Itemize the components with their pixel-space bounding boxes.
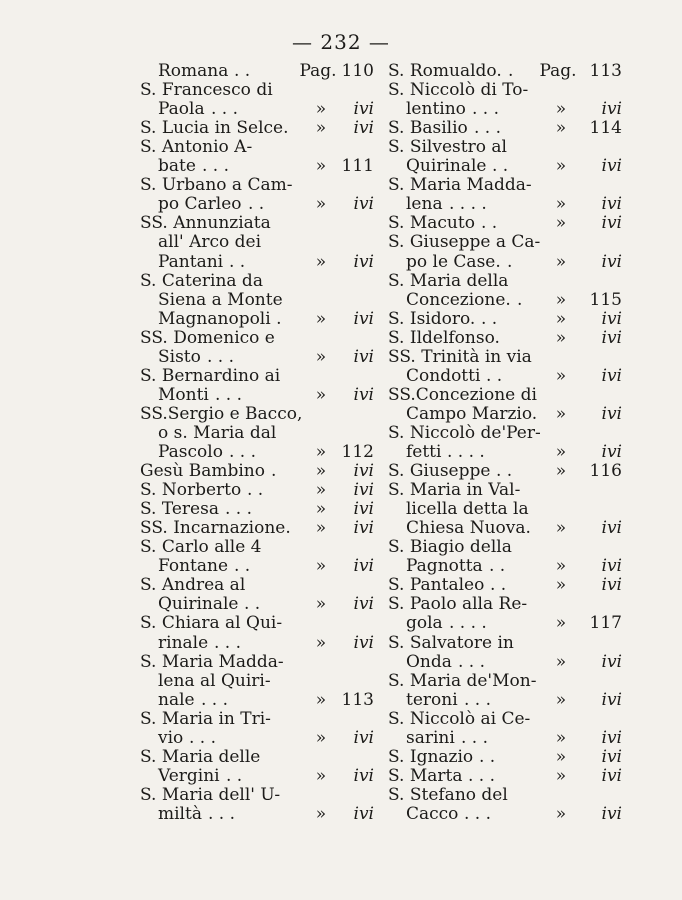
church-name: S. Ignazio [388,746,474,767]
church-name: S. Romualdo. [388,61,502,81]
page-reference: 117 [589,613,622,634]
page-reference: ivi [601,575,622,596]
leader-dots: . . . [464,803,492,824]
leader-dots: . . . [214,632,242,653]
index-row [388,233,628,252]
index-row [140,310,380,329]
page-reference: ivi [353,99,374,120]
ditto-mark: » [555,461,567,482]
church-name: S. Niccolò de'Per- [388,422,541,443]
index-row [140,634,380,653]
church-name: S. Biagio della [388,537,512,558]
church-name: Pascolo [158,442,223,462]
index-row [388,310,628,329]
ditto-mark: » [555,308,567,329]
ditto-mark: » [315,499,327,520]
page-reference: ivi [601,327,622,348]
church-name: S. Niccolò ai Ce- [388,708,531,729]
church-name: S. Chiara al Qui- [140,613,283,634]
leader-dots: . . [247,480,264,501]
index-row [140,100,380,119]
leader-dots: . . . [225,499,253,520]
index-row [388,729,628,748]
church-name: S. Ildelfonso. [388,327,500,348]
church-name: S. Silvestro al [388,137,507,158]
page-reference: ivi [601,727,622,748]
index-row [140,138,380,157]
ditto-mark: » [315,384,327,405]
index-row [388,614,628,633]
church-name: SS. Incarnazione. [140,518,291,539]
index-row [140,157,380,176]
index-row [388,786,628,805]
index-row [388,367,628,386]
page-reference: ivi [601,99,622,120]
index-row [388,424,628,443]
index-row [388,462,628,481]
page-number-header: — 232 — [292,30,390,54]
page-reference: ivi [353,118,374,139]
leader-dots: . . [481,213,498,234]
church-name: rinale [158,632,209,653]
index-row [140,443,380,462]
page-reference: ivi [353,556,374,577]
church-name: Chiesa Nuova. [406,518,531,539]
index-row [140,481,380,500]
leader-dots: . . [479,746,496,767]
church-name: S. Maria Madda- [140,651,284,672]
church-name: Vergini [158,765,220,786]
ditto-mark: » [315,194,327,215]
index-row [388,329,628,348]
index-row [140,729,380,748]
index-row [388,519,628,538]
leader-dots: . . . [474,118,502,139]
index-row [140,614,380,633]
church-name: fetti [406,442,442,462]
church-name: SS.Sergio e Bacco, [140,403,303,424]
page-reference: 110 [341,61,374,81]
index-row [140,424,380,443]
leader-dots: . . . [211,99,239,120]
ditto-mark: » [315,480,327,501]
page-reference: 113 [589,61,622,81]
index-row [388,672,628,691]
index-row [388,386,628,405]
ditto-mark: » [315,442,327,462]
ditto-mark: » [315,803,327,824]
church-name: po Carleo [158,194,242,215]
index-row [140,214,380,233]
index-row [388,138,628,157]
index-row [140,672,380,691]
index-row [140,386,380,405]
index-row [388,767,628,786]
church-name: SS. Annunziata [140,213,271,234]
index-row [140,767,380,786]
ditto-mark: » [555,99,567,120]
page-reference: ivi [601,689,622,710]
church-name: SS.Concezione di [388,384,537,405]
index-row [388,195,628,214]
index-row [388,157,628,176]
index-row [388,557,628,576]
ditto-mark: » [315,689,327,710]
church-name: S. Andrea al [140,575,246,596]
leader-dots: . . . [189,727,217,748]
leader-dots: . . [496,461,513,482]
church-name: S. Teresa [140,499,219,520]
church-name: Romana [158,61,229,81]
church-name: teroni [406,689,458,710]
ditto-mark: » [315,594,327,615]
ditto-mark: » [555,803,567,824]
church-name: lena [406,194,443,215]
church-name: Siena a Monte [158,289,283,310]
index-row [140,176,380,195]
ditto-mark: » [555,156,567,177]
index-column-right [388,62,628,862]
leader-dots: . [517,289,523,310]
index-row [140,519,380,538]
ditto-mark: » [555,746,567,767]
index-row [140,691,380,710]
page-reference: ivi [601,156,622,177]
church-name: S. Carlo alle 4 [140,537,262,558]
page-reference: 115 [589,289,622,310]
leader-dots: . . . . [447,442,485,462]
index-row [388,119,628,138]
index-row [388,481,628,500]
index-row [388,595,628,614]
church-name: S. Isidoro. [388,308,476,329]
ditto-mark: » [315,346,327,367]
leader-dots: . [271,461,277,482]
church-name: S. Antonio A- [140,137,253,158]
church-name: SS. Domenico e [140,327,275,348]
index-row [140,557,380,576]
page-reference: ivi [601,403,622,424]
page-reference: ivi [353,194,374,215]
index-row [140,576,380,595]
page-reference: ivi [601,251,622,272]
church-name: S. Maria in Val- [388,480,521,501]
index-row [388,576,628,595]
ditto-mark: » [315,118,327,139]
page-reference: ivi [353,518,374,539]
index-row [140,81,380,100]
church-name: S. Marta [388,765,463,786]
ditto-mark: » [555,556,567,577]
page-label: Pag. [299,61,337,81]
index-row [140,462,380,481]
leader-dots: . . . [229,442,257,462]
church-name: lentino [406,99,466,120]
ditto-mark: » [315,556,327,577]
church-name: licella detta la [406,499,529,520]
leader-dots: . . [492,156,509,177]
ditto-mark: » [315,99,327,120]
church-name: Cacco [406,803,459,824]
page-reference: ivi [601,213,622,234]
page-reference: ivi [353,727,374,748]
church-name: S. Stefano del [388,784,508,805]
church-name: lena al Quiri- [158,670,271,691]
index-row [388,253,628,272]
ditto-mark: » [555,327,567,348]
index-row [140,233,380,252]
index-row [388,291,628,310]
ditto-mark: » [315,765,327,786]
church-name: S. Macuto [388,213,475,234]
index-row [388,748,628,767]
index-row [388,538,628,557]
church-name: gola [406,613,443,634]
index-row [140,195,380,214]
index-row [140,405,380,424]
church-name: Onda [406,651,452,672]
ditto-mark: » [555,689,567,710]
page-reference: ivi [601,442,622,462]
leader-dots: . . [244,594,261,615]
ditto-mark: » [555,118,567,139]
ditto-mark: » [555,442,567,462]
church-name: S. Giuseppe a Ca- [388,232,541,253]
leader-dots: . . . [458,651,486,672]
page-reference: ivi [353,594,374,615]
index-row [140,595,380,614]
leader-dots: . . . . [449,613,487,634]
ditto-mark: » [315,308,327,329]
index-row [388,405,628,424]
ditto-mark: » [555,194,567,215]
page-reference: ivi [353,499,374,520]
page-reference: 111 [341,156,374,177]
page-reference: ivi [601,765,622,786]
page-reference: ivi [601,518,622,539]
page-reference: ivi [601,308,622,329]
page-reference: ivi [353,308,374,329]
church-name: S. Giuseppe [388,461,491,482]
index-row [388,100,628,119]
leader-dots: . . [486,365,503,386]
ditto-mark: » [555,727,567,748]
church-name: S. Urbano a Cam- [140,175,293,196]
index-row [388,62,628,81]
leader-dots: . . . [468,765,496,786]
church-name: Concezione. [406,289,511,310]
index-row [140,748,380,767]
index-row [140,272,380,291]
church-name: po le Case. [406,251,501,272]
index-row [388,653,628,672]
index-row [388,634,628,653]
ditto-mark: » [315,518,327,539]
church-name: S. Maria dell' U- [140,784,281,805]
church-name: S. Niccolò di To- [388,80,529,101]
ditto-mark: » [555,289,567,310]
church-name: SS. Trinità in via [388,346,532,367]
church-name: S. Lucia in Selce. [140,118,289,139]
ditto-mark: » [315,461,327,482]
leader-dots: . . . [215,384,243,405]
ditto-mark: » [555,518,567,539]
index-row [388,176,628,195]
leader-dots: . [507,251,513,272]
index-row [140,500,380,519]
church-name: S. Norberto [140,480,242,501]
page-reference: 112 [341,442,374,462]
page-reference: 113 [341,689,374,710]
index-row [140,538,380,557]
page-reference: ivi [353,480,374,501]
church-name: S. Francesco di [140,80,273,101]
ditto-mark: » [555,651,567,672]
leader-dots: . . . . [449,194,487,215]
church-name: Gesù Bambino [140,461,265,482]
church-name: S. Pantaleo [388,575,485,596]
index-row [140,291,380,310]
leader-dots: . . . [201,689,229,710]
page-reference: ivi [601,194,622,215]
leader-dots: . . [490,575,507,596]
index-row [388,443,628,462]
index-row [140,119,380,138]
ditto-mark: » [555,575,567,596]
church-name: Pantani [158,251,224,272]
church-name: o s. Maria dal [158,422,277,443]
index-row [388,805,628,824]
church-name: S. Salvatore in [388,632,514,653]
index-row [388,214,628,233]
leader-dots: . . [226,765,243,786]
index-column-left [140,62,380,862]
church-name: Quirinale [158,594,239,615]
ditto-mark: » [555,613,567,634]
ditto-mark: » [555,213,567,234]
ditto-mark: » [555,403,567,424]
page-reference: ivi [353,632,374,653]
church-name: Magnanopoli . [158,308,282,329]
index-row [140,62,380,81]
church-name: bate [158,156,196,177]
page-reference: ivi [353,765,374,786]
index-row [388,272,628,291]
page-reference: 114 [589,118,622,139]
ditto-mark: » [315,727,327,748]
leader-dots: . . [481,308,498,329]
church-name: Monti [158,384,209,405]
index-row [388,500,628,519]
leader-dots: . . . [207,346,235,367]
leader-dots: . . [229,251,246,272]
leader-dots: . . . [202,156,230,177]
page-reference: 116 [589,461,622,482]
index-row [140,329,380,348]
church-name: S. Maria della [388,270,509,291]
church-name: Pagnotta [406,556,483,577]
church-name: S. Basilio [388,118,468,139]
index-row [140,786,380,805]
index-row [388,710,628,729]
page-reference: ivi [353,384,374,405]
church-name: Fontane [158,556,229,577]
church-name: vio [158,727,184,748]
ditto-mark: » [315,632,327,653]
church-name: sarini [406,727,455,748]
church-name: S. Maria in Tri- [140,708,271,729]
page-reference: ivi [601,651,622,672]
church-name: S. Bernardino ai [140,365,281,386]
index-row [388,691,628,710]
leader-dots: . . [248,194,265,215]
index-row [388,81,628,100]
page-reference: ivi [353,461,374,482]
ditto-mark: » [315,156,327,177]
page-reference: ivi [601,556,622,577]
leader-dots: . . . [464,689,492,710]
church-name: miltà [158,803,202,824]
church-name: Condotti [406,365,481,386]
page-reference: ivi [353,251,374,272]
leader-dots: . . . [208,803,236,824]
index-row [140,710,380,729]
church-name: S. Maria de'Mon- [388,670,537,691]
leader-dots: . . [234,556,251,577]
index-row [388,348,628,367]
page-reference: ivi [353,346,374,367]
leader-dots: . [508,61,514,81]
page-label: Pag. [539,61,577,81]
index-row [140,253,380,272]
church-name: Campo Marzio. [406,403,538,424]
index-row [140,805,380,824]
church-name: S. Caterina da [140,270,263,291]
index-row [140,653,380,672]
page-reference: ivi [353,803,374,824]
leader-dots: . . . [461,727,489,748]
church-name: S. Maria delle [140,746,261,767]
index-row [140,348,380,367]
church-name: Sisto [158,346,201,367]
leader-dots: . . [234,61,251,81]
church-name: Quirinale [406,156,487,177]
index-row [140,367,380,386]
church-name: all' Arco dei [158,232,262,253]
church-name: Paola [158,99,205,120]
leader-dots: . . . [472,99,500,120]
ditto-mark: » [555,765,567,786]
page-reference: ivi [601,803,622,824]
page-reference: ivi [601,365,622,386]
church-name: nale [158,689,195,710]
ditto-mark: » [555,365,567,386]
church-name: S. Paolo alla Re- [388,594,528,615]
ditto-mark: » [555,251,567,272]
church-name: S. Maria Madda- [388,175,532,196]
leader-dots: . . [489,556,506,577]
page-reference: ivi [601,746,622,767]
ditto-mark: » [315,251,327,272]
